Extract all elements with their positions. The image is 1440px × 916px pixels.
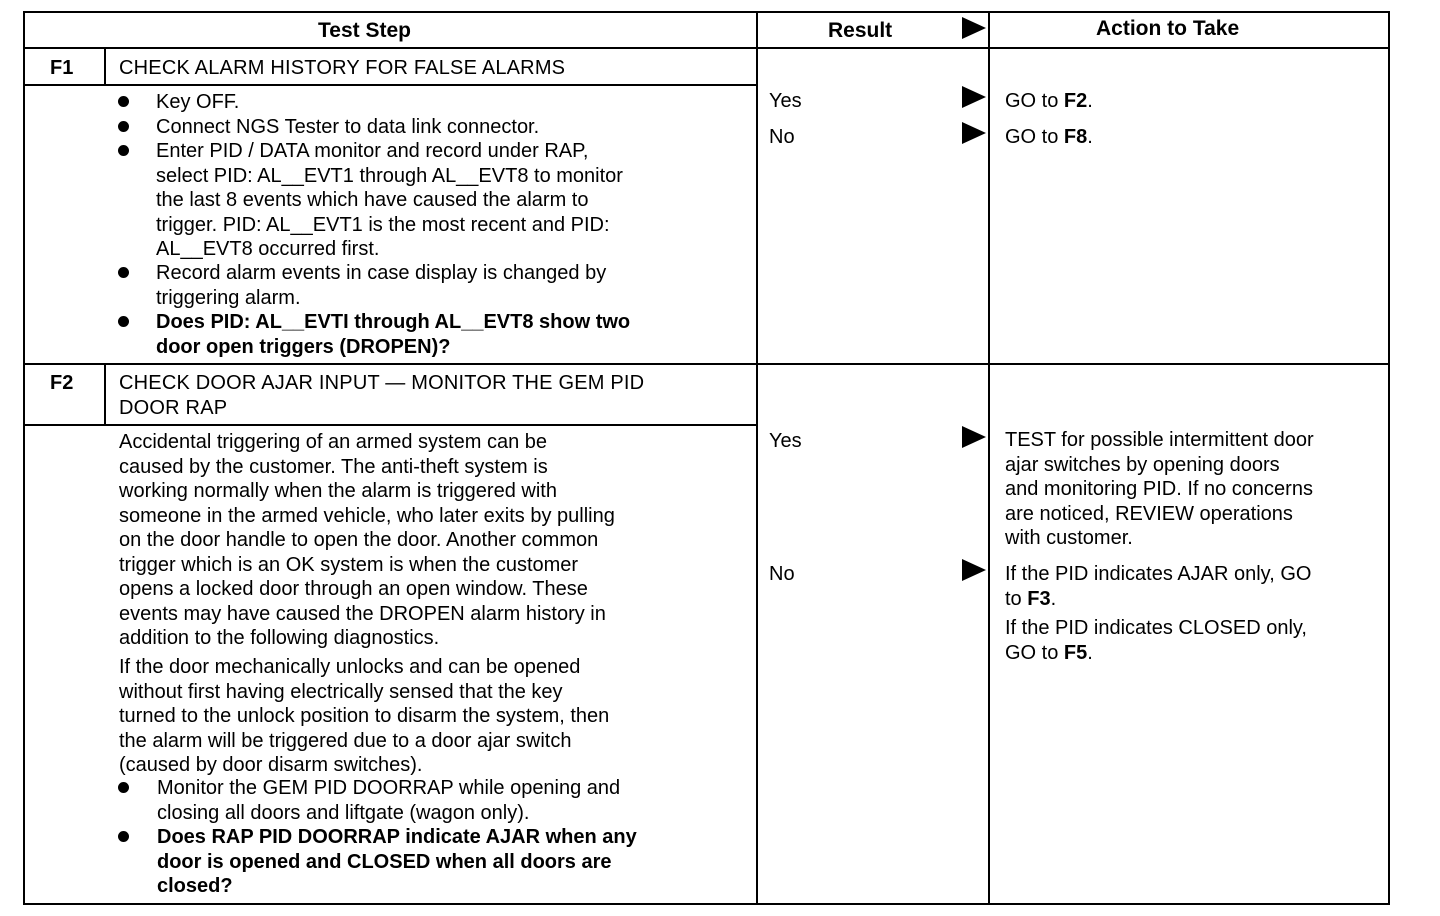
- bullet-icon: [118, 267, 129, 278]
- f2-title: CHECK DOOR AJAR INPUT — MONITOR THE GEM PID DOOR RAP: [119, 372, 645, 419]
- header-result: Result: [828, 19, 893, 42]
- f1-bullet-3: Enter PID / DATA monitor and record under RAP, select PID: AL__EVT1 through AL__EVT8 to monitor the last 8 events which have caused the alarm to trigger. PID: AL__EVT1 is the most recent and PID: AL__EVT8 occurred first.: [156, 140, 623, 260]
- f1-result-yes: Yes: [769, 90, 802, 112]
- f1-no-arrow-icon: [962, 122, 986, 144]
- f2-action-yes: TEST for possible intermittent door ajar switches by opening doors and monitoring PID. If no concerns are noticed, REVIEW operations with customer.: [1005, 429, 1314, 549]
- f1-bullet-5-question: Does PID: AL__EVTI through AL__EVT8 show two door open triggers (DROPEN)?: [156, 311, 631, 358]
- header-test-step: Test Step: [318, 19, 411, 42]
- f2-result-no: No: [769, 563, 795, 585]
- bullet-icon: [118, 831, 129, 842]
- f1-title-bottom-border: [23, 84, 758, 86]
- f1-yes-arrow-icon: [962, 86, 986, 108]
- f1-result-no: No: [769, 126, 795, 148]
- f1-bullet-1: Key OFF.: [156, 91, 240, 113]
- f2-no-arrow-icon: [962, 559, 986, 581]
- f1-step-id: F1: [50, 57, 74, 79]
- f2-yes-arrow-icon: [962, 426, 986, 448]
- header-action: Action to Take: [1096, 17, 1240, 40]
- f2-action-no-closed: If the PID indicates CLOSED only, GO to F5.: [1005, 617, 1307, 664]
- f1-action-yes: GO to F2.: [1005, 90, 1093, 112]
- bullet-icon: [118, 96, 129, 107]
- bullet-icon: [118, 145, 129, 156]
- f2-result-yes: Yes: [769, 430, 802, 452]
- f1-title: CHECK ALARM HISTORY FOR FALSE ALARMS: [119, 57, 566, 79]
- f2-id-divider: [104, 363, 106, 425]
- f2-action-no-ajar: If the PID indicates AJAR only, GO to F3.: [1005, 563, 1312, 610]
- table-bottom-border: [23, 903, 1390, 905]
- f1-bullet-4: Record alarm events in case display is changed by triggering alarm.: [156, 262, 607, 309]
- f2-title-bottom-border: [23, 424, 758, 426]
- bullet-icon: [118, 782, 129, 793]
- column-divider-action: [988, 11, 990, 905]
- bullet-icon: [118, 121, 129, 132]
- header-arrow-icon: [962, 17, 986, 39]
- table-right-border: [1388, 11, 1390, 905]
- f1-bullet-2: Connect NGS Tester to data link connector.: [156, 116, 540, 138]
- column-divider-result: [756, 11, 758, 905]
- header-bottom-border: [23, 47, 1390, 49]
- f1-f2-separator: [23, 363, 1390, 365]
- f2-paragraph-2: If the door mechanically unlocks and can be opened without first having electrically sensed that the key turned to the unlock position to disarm the system, then the alarm will be triggered due to a door ajar switch (caused by door disarm switches).: [119, 656, 610, 776]
- f1-id-divider: [104, 47, 106, 85]
- bullet-icon: [118, 316, 129, 327]
- f2-bullet-1: Monitor the GEM PID DOORRAP while opening and closing all doors and liftgate (wagon only).: [157, 777, 621, 824]
- f2-step-id: F2: [50, 372, 74, 394]
- f2-paragraph-1: Accidental triggering of an armed system can be caused by the customer. The anti-theft system is working normally when the alarm is triggered with someone in the armed vehicle, who later exits by pulling on the door handle to open the door. Another common trigger which is an OK system is when the customer opens a locked door through an open window. These events may have caused the DROPEN alarm history in addition to the following diagnostics.: [119, 431, 615, 649]
- table-top-border: [23, 11, 1390, 13]
- f2-bullet-2-question: Does RAP PID DOORRAP indicate AJAR when any door is opened and CLOSED when all doors are closed?: [157, 826, 637, 897]
- table-left-border: [23, 11, 25, 905]
- f1-action-no: GO to F8.: [1005, 126, 1093, 148]
